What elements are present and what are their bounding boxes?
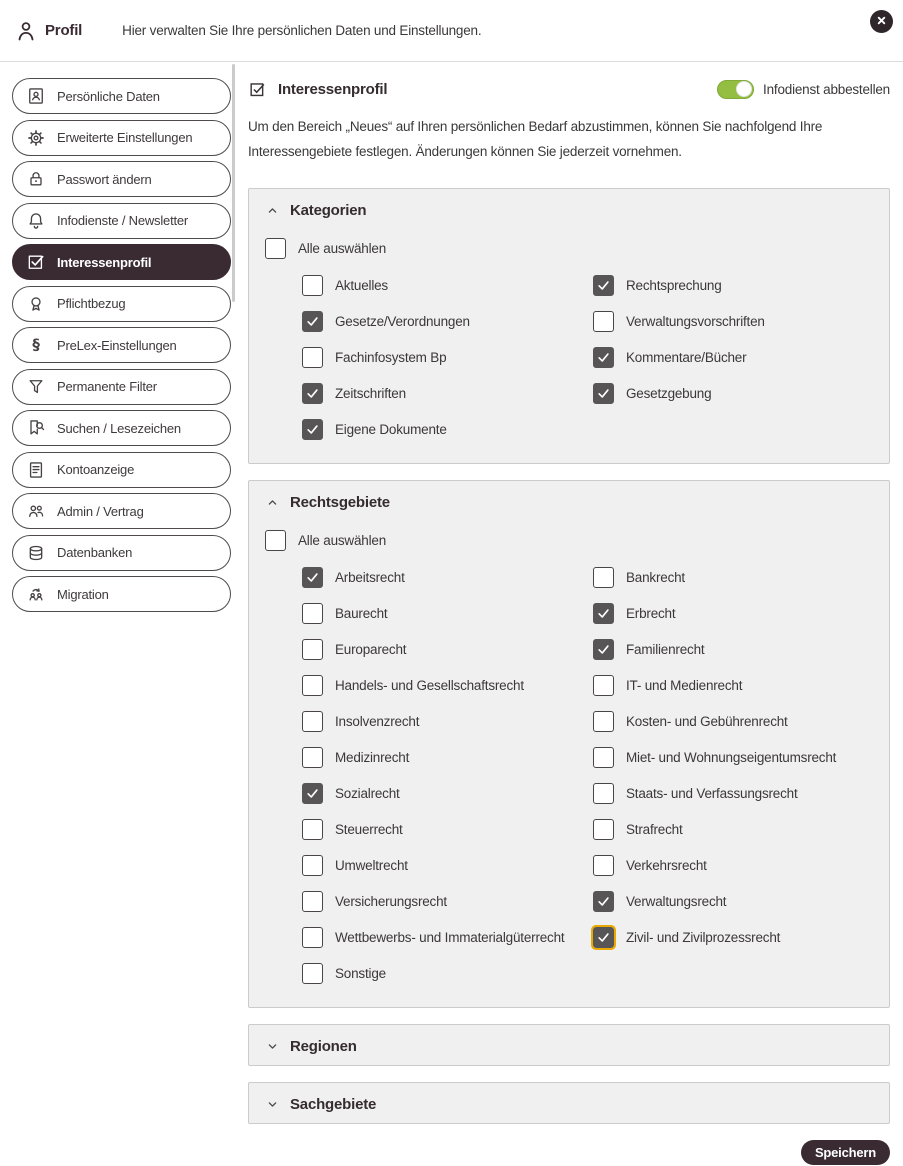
checkbox-box: [593, 275, 614, 296]
checkbox-box: [593, 891, 614, 912]
sidebar-item[interactable]: Passwort ändern: [12, 161, 231, 197]
section-sachgebiete: [248, 1082, 890, 1124]
checkbox-item[interactable]: Insolvenzrecht: [302, 703, 593, 739]
checkbox-box: [593, 603, 614, 624]
bookmark-search-icon: [26, 418, 46, 438]
checkbox-box: [593, 783, 614, 804]
checkbox-column-left: [302, 559, 593, 991]
modal-title: Profil: [45, 22, 83, 39]
section-title: Kategorien: [290, 202, 367, 219]
checkbox-box: [302, 783, 323, 804]
checkbox-box: [302, 567, 323, 588]
checkbox-box: [302, 275, 323, 296]
sidebar: [12, 78, 231, 618]
checkbox-item[interactable]: Europarecht: [302, 631, 593, 667]
chevron-up-icon: [265, 495, 280, 510]
infodienst-toggle-wrap: [717, 80, 890, 99]
checkbox-box: [302, 747, 323, 768]
checkbox-icon: [248, 80, 267, 99]
checkbox-box: [593, 927, 614, 948]
checkbox-item[interactable]: Kosten- und Gebührenrecht: [593, 703, 873, 739]
section-title: Rechtsgebiete: [290, 494, 390, 511]
checkbox-column-left: [302, 267, 593, 447]
checkbox-box: [593, 567, 614, 588]
page-title: Interessenprofil: [278, 80, 388, 98]
checkbox-item[interactable]: Familienrecht: [593, 631, 873, 667]
checkbox-item[interactable]: Sonstige: [302, 955, 593, 991]
checkbox-item[interactable]: Kommentare/Bücher: [593, 339, 873, 375]
filter-icon: [26, 377, 46, 397]
toggle-label: Infodienst abbestellen: [763, 81, 890, 97]
checkbox-item[interactable]: Zeitschriften: [302, 375, 593, 411]
checkbox-item[interactable]: Verkehrsrecht: [593, 847, 873, 883]
section-regionen: [248, 1024, 890, 1066]
checkbox-box: [593, 819, 614, 840]
checkbox-item[interactable]: Baurecht: [302, 595, 593, 631]
checkbox-item[interactable]: Versicherungsrecht: [302, 883, 593, 919]
checkbox-item[interactable]: Wettbewerbs- und Immaterialgüterrecht: [302, 919, 593, 955]
checkbox-box: [593, 383, 614, 404]
modal-header: [0, 0, 903, 62]
checkbox-box: [593, 311, 614, 332]
checkbox-item[interactable]: Miet- und Wohnungseigentumsrecht: [593, 739, 873, 775]
person-icon: [14, 19, 38, 43]
checkbox-box: [302, 639, 323, 660]
sidebar-item[interactable]: Admin / Vertrag: [12, 493, 231, 529]
checkbox-box: [302, 347, 323, 368]
checkbox-box: [302, 419, 323, 440]
id-card-icon: [26, 86, 46, 106]
checkbox-item[interactable]: Gesetzgebung: [593, 375, 873, 411]
checkbox-label: Alle auswählen: [298, 532, 387, 548]
checkbox-label: Alle auswählen: [298, 240, 387, 256]
checkbox-item[interactable]: Medizinrecht: [302, 739, 593, 775]
intro-text: Um den Bereich „Neues“ auf Ihren persönlichen Bedarf abzustimmen, können Sie nachfolgend Ihre Interessengebiete festlegen. Änderungen können Sie jederzeit vornehmen.: [248, 119, 823, 159]
checkbox-box: [302, 311, 323, 332]
checkbox-box: [593, 711, 614, 732]
section-header-kategorien[interactable]: [265, 202, 873, 219]
sidebar-item[interactable]: Pflichtbezug: [12, 286, 231, 322]
bell-icon: [26, 211, 46, 231]
checkbox-box: [593, 347, 614, 368]
close-icon: [874, 13, 889, 31]
sidebar-item[interactable]: Persönliche Daten: [12, 78, 231, 114]
gear-icon: [26, 128, 46, 148]
checkbox-item[interactable]: IT- und Medienrecht: [593, 667, 873, 703]
section-title: Regionen: [290, 1038, 357, 1055]
checkbox-box: [302, 711, 323, 732]
checkbox-item[interactable]: Erbrecht: [593, 595, 873, 631]
lock-icon: [26, 169, 46, 189]
save-row: [248, 1140, 890, 1165]
checkbox-box: [593, 675, 614, 696]
main-content: [248, 76, 890, 1165]
sidebar-item[interactable]: Erweiterte Einstellungen: [12, 120, 231, 156]
select-all-checkbox[interactable]: [265, 525, 873, 555]
section-kategorien: [248, 188, 890, 464]
section-body: [265, 525, 873, 991]
checkbox-item[interactable]: Handels- und Gesellschaftsrecht: [302, 667, 593, 703]
checkbox-item[interactable]: Zivil- und Zivilprozessrecht: [593, 919, 873, 955]
checkbox-box: [265, 530, 286, 551]
sidebar-item[interactable]: Interessenprofil: [12, 244, 231, 280]
badge-icon: [26, 294, 46, 314]
checkbox-item[interactable]: Bankrecht: [593, 559, 873, 595]
section-header-regionen[interactable]: [265, 1038, 873, 1055]
chevron-down-icon: [265, 1097, 280, 1112]
sidebar-item[interactable]: § PreLex-Einstellungen: [12, 327, 231, 363]
svg-text:§: §: [32, 335, 40, 354]
checkbox-item[interactable]: Fachinfosystem Bp: [302, 339, 593, 375]
checkbox-box: [302, 819, 323, 840]
section-rechtsgebiete: [248, 480, 890, 1008]
checkbox-box: [302, 603, 323, 624]
toggle-knob: [736, 81, 752, 97]
section-header-rechtsgebiete[interactable]: [265, 494, 873, 511]
sidebar-item[interactable]: Permanente Filter: [12, 369, 231, 405]
checkbox-item[interactable]: Verwaltungsvorschriften: [593, 303, 873, 339]
sidebar-item[interactable]: Migration: [12, 576, 231, 612]
section-header-sachgebiete[interactable]: [265, 1096, 873, 1113]
sidebar-item[interactable]: Infodienste / Newsletter: [12, 203, 231, 239]
select-all-checkbox[interactable]: [265, 233, 873, 263]
checkbox-item[interactable]: Arbeitsrecht: [302, 559, 593, 595]
checkbox-item[interactable]: Strafrecht: [593, 811, 873, 847]
sidebar-item[interactable]: Datenbanken: [12, 535, 231, 571]
document-icon: [26, 460, 46, 480]
checkbox-box: [302, 963, 323, 984]
checkbox-item[interactable]: Aktuelles: [302, 267, 593, 303]
paragraph-icon: [26, 335, 46, 355]
infodienst-toggle[interactable]: [717, 80, 754, 99]
checkbox-item[interactable]: Umweltrecht: [302, 847, 593, 883]
checkbox-icon: [26, 252, 46, 272]
section-body: [265, 233, 873, 447]
close-button[interactable]: [870, 10, 893, 33]
checkbox-item[interactable]: Staats- und Verfassungsrecht: [593, 775, 873, 811]
sidebar-item[interactable]: Suchen / Lesezeichen: [12, 410, 231, 446]
checkbox-column-right: [593, 559, 873, 991]
checkbox-grid: [302, 267, 873, 447]
checkbox-box: [593, 639, 614, 660]
migration-icon: [26, 584, 46, 604]
checkbox-box: [302, 927, 323, 948]
checkbox-item[interactable]: Sozialrecht: [302, 775, 593, 811]
save-button[interactable]: Speichern: [801, 1140, 890, 1165]
checkbox-box: [593, 747, 614, 768]
users-icon: [26, 501, 46, 521]
checkbox-grid: [302, 559, 873, 991]
checkbox-column-right: [593, 267, 873, 447]
checkbox-box: [302, 855, 323, 876]
checkbox-box: [265, 238, 286, 259]
checkbox-item[interactable]: Gesetze/Verordnungen: [302, 303, 593, 339]
section-title: Sachgebiete: [290, 1096, 377, 1113]
content-title-row: [248, 76, 890, 102]
database-icon: [26, 543, 46, 563]
checkbox-item[interactable]: Verwaltungsrecht: [593, 883, 873, 919]
checkbox-box: [302, 383, 323, 404]
content-title: [248, 80, 387, 99]
checkbox-item[interactable]: Eigene Dokumente: [302, 411, 593, 447]
checkbox-item[interactable]: Rechtsprechung: [593, 267, 873, 303]
modal-subtitle: Hier verwalten Sie Ihre persönlichen Daten und Einstellungen.: [122, 23, 482, 38]
chevron-down-icon: [265, 1039, 280, 1054]
sidebar-item[interactable]: Kontoanzeige: [12, 452, 231, 488]
checkbox-box: [593, 855, 614, 876]
checkbox-box: [302, 675, 323, 696]
checkbox-item[interactable]: Steuerrecht: [302, 811, 593, 847]
chevron-up-icon: [265, 203, 280, 218]
scrollbar[interactable]: [232, 64, 235, 302]
checkbox-box: [302, 891, 323, 912]
